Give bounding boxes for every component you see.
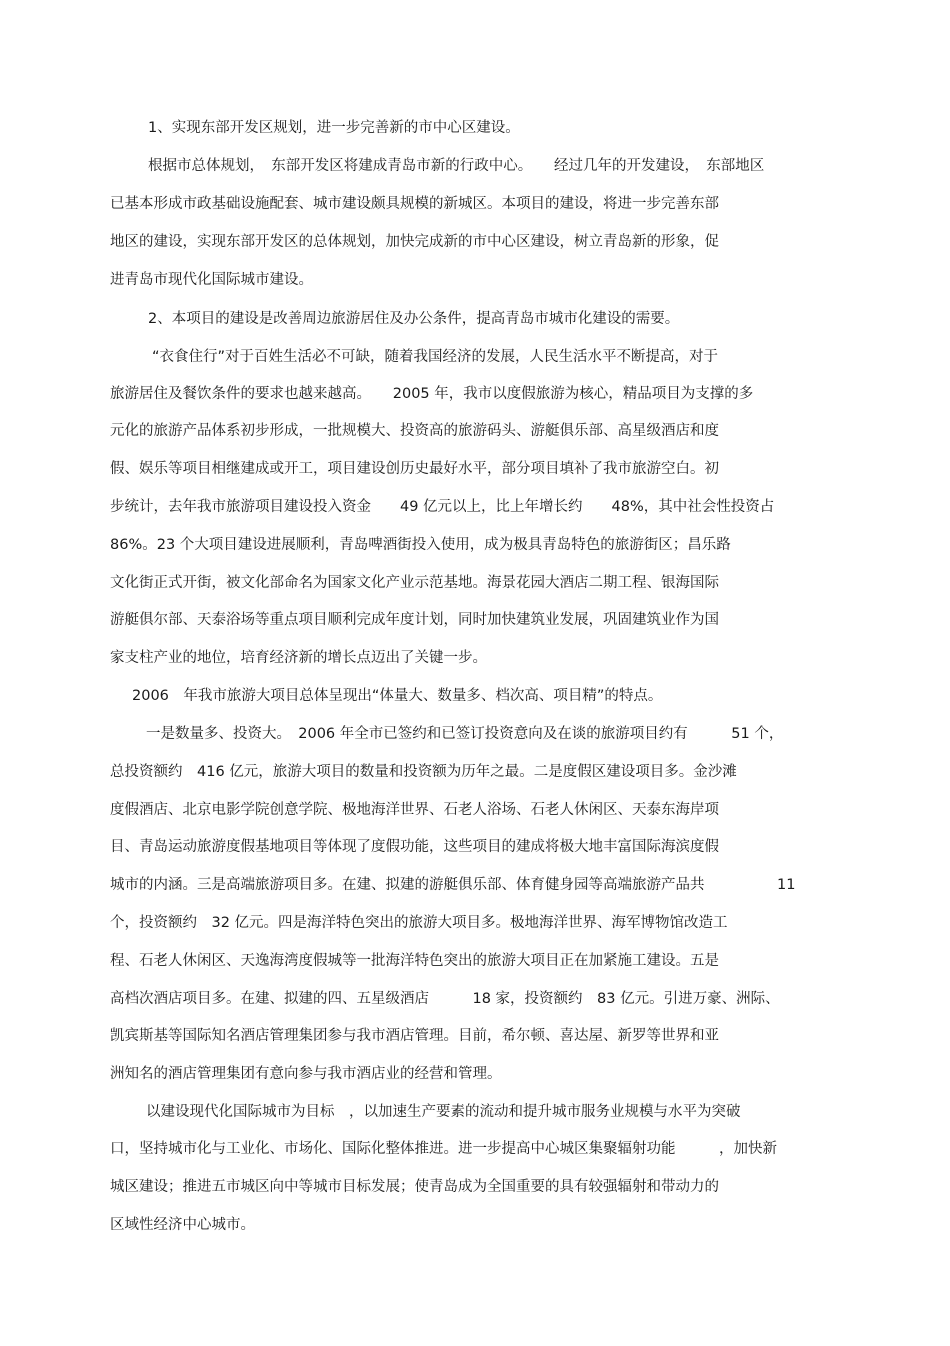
- paragraph-line: 家支柱产业的地位，培育经济新的增长点迈出了关键一步。: [110, 650, 487, 666]
- paragraph-line: 口，坚持城市化与工业化、市场化、国际化整体推进。进一步提高中心城区集聚辐射功能 ，加快新: [110, 1141, 777, 1157]
- paragraph-line: 2006 年我市旅游大项目总体呈现出“体量大、数量多、档次高、项目精”的特点。: [132, 688, 663, 704]
- paragraph-line: “衣食住行”对于百姓生活必不可缺，随着我国经济的发展，人民生活水平不断提高，对于: [152, 349, 719, 365]
- paragraph-line: 86%。23 个大项目建设进展顺利，青岛啤酒街投入使用，成为极具青岛特色的旅游街区；昌乐路: [110, 537, 731, 553]
- heading-1: 1、实现东部开发区规划，进一步完善新的市中心区建设。: [148, 120, 520, 136]
- paragraph-line: 以建设现代化国际城市为目标 ，以加速生产要素的流动和提升城市服务业规模与水平为突破: [146, 1104, 741, 1120]
- paragraph-line: 文化街正式开街，被文化部命名为国家文化产业示范基地。海景花园大酒店二期工程、银海国际: [110, 575, 719, 591]
- paragraph-line: 城区建设；推进五市城区向中等城市目标发展；使青岛成为全国重要的具有较强辐射和带动力的: [110, 1179, 719, 1195]
- paragraph-line: 区域性经济中心城市。: [110, 1217, 255, 1233]
- heading-2: 2、本项目的建设是改善周边旅游居住及办公条件，提高青岛市城市化建设的需要。: [148, 311, 680, 327]
- paragraph-line: 度假酒店、北京电影学院创意学院、极地海洋世界、石老人浴场、石老人休闲区、天泰东海岸项: [110, 802, 719, 818]
- paragraph-line: 目、青岛运动旅游度假基地项目等体现了度假功能，这些项目的建成将极大地丰富国际海滨度假: [110, 839, 719, 855]
- paragraph-line: 城市的内涵。三是高端旅游项目多。在建、拟建的游艇俱乐部、体育健身园等高端旅游产品共 11: [110, 877, 796, 893]
- paragraph-line: 凯宾斯基等国际知名酒店管理集团参与我市酒店管理。目前，希尔顿、喜达屋、新罗等世界和亚: [110, 1028, 719, 1044]
- paragraph-line: 个，投资额约 32 亿元。四是海洋特色突出的旅游大项目多。极地海洋世界、海军博物馆改造工: [110, 915, 728, 931]
- paragraph-line: 程、石老人休闲区、天逸海湾度假城等一批海洋特色突出的旅游大项目正在加紧施工建设。五是: [110, 953, 719, 969]
- paragraph-line: 一是数量多、投资大。 2006 年全市已签约和已签订投资意向及在谈的旅游项目约有 51 个，: [146, 726, 784, 742]
- paragraph-line: 已基本形成市政基础设施配套、城市建设颇具规模的新城区。本项目的建设，将进一步完善东部: [110, 196, 719, 212]
- paragraph-line: 高档次酒店项目多。在建、拟建的四、五星级酒店 18 家，投资额约 83 亿元。引进万豪、洲际、: [110, 991, 780, 1007]
- paragraph-line: 洲知名的酒店管理集团有意向参与我市酒店业的经营和管理。: [110, 1066, 502, 1082]
- paragraph-line: 步统计，去年我市旅游项目建设投入资金 49 亿元以上，比上年增长约 48%，其中社会性投资占: [110, 499, 775, 515]
- paragraph-line: 游艇俱尔部、天泰浴场等重点项目顺利完成年度计划，同时加快建筑业发展，巩固建筑业作为国: [110, 612, 719, 628]
- paragraph-line: 根据市总体规划， 东部开发区将建成青岛市新的行政中心。 经过几年的开发建设， 东部地区: [148, 158, 765, 174]
- paragraph-line: 元化的旅游产品体系初步形成，一批规模大、投资高的旅游码头、游艇俱乐部、高星级酒店和度: [110, 423, 719, 439]
- paragraph-line: 旅游居住及餐饮条件的要求也越来越高。 2005 年，我市以度假旅游为核心，精品项目为支撑的多: [110, 386, 754, 402]
- paragraph-line: 地区的建设，实现东部开发区的总体规划，加快完成新的市中心区建设，树立青岛新的形象，促: [110, 234, 719, 250]
- paragraph-line: 假、娱乐等项目相继建成或开工，项目建设创历史最好水平，部分项目填补了我市旅游空白。初: [110, 461, 719, 477]
- paragraph-line: 进青岛市现代化国际城市建设。: [110, 272, 313, 288]
- paragraph-line: 总投资额约 416 亿元，旅游大项目的数量和投资额为历年之最。二是度假区建设项目多。金沙滩: [110, 764, 737, 780]
